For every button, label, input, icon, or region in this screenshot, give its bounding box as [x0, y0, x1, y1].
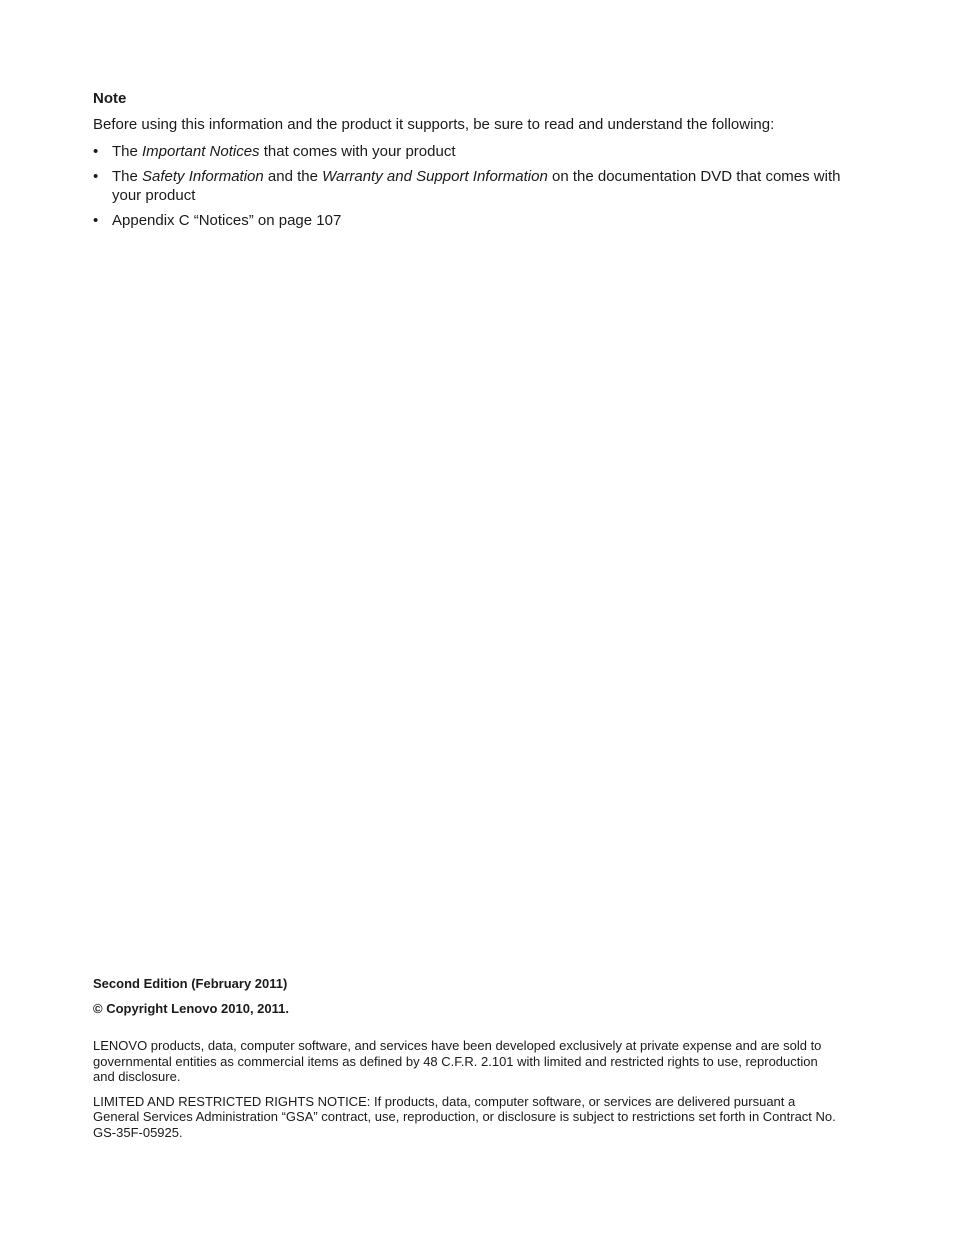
bullet-icon: • [93, 168, 99, 185]
bullet-text: on the documentation DVD that comes with your product [112, 168, 841, 204]
legal-paragraph-restricted-rights: LIMITED AND RESTRICTED RIGHTS NOTICE: If products, data, computer software, or services are delivered pursuant a General Services Administration “GSA” contract, use, reproduction, or disclosure is subject to restrictions set forth in Contract No. GS-35F-05925. [93, 1093, 836, 1140]
edition-label: Second Edition (February 2011) [93, 976, 288, 991]
note-bullet-list [93, 142, 853, 230]
safety-information-title: Safety Information [142, 168, 264, 185]
bullet-text: The [112, 168, 143, 185]
legal-paragraph-lenovo: LENOVO products, data, computer software, and services have been developed exclusively at private expense and are sold to governmental entities as commercial items as defined by 48 C.F.R. 2.101 with limited and restricted rights to use, reproduction and disclosure. [93, 1038, 822, 1084]
bullet-text: that comes with your product [259, 143, 456, 160]
copyright-notice: © Copyright Lenovo 2010, 2011. [93, 1001, 289, 1016]
bullet-text: and the [263, 168, 323, 185]
bullet-icon: • [93, 143, 99, 160]
note-section [93, 89, 853, 236]
list-item [93, 211, 853, 230]
bullet-icon: • [93, 212, 99, 229]
edition-section [93, 975, 853, 1149]
important-notices-title: Important Notices [142, 143, 260, 160]
note-intro: Before using this information and the product it supports, be sure to read and understand the following: [93, 116, 775, 133]
note-heading: Note [93, 90, 127, 107]
list-item [93, 167, 853, 205]
warranty-support-title: Warranty and Support Information [322, 168, 548, 185]
document-page [93, 0, 853, 1235]
bullet-text: The [112, 143, 143, 160]
appendix-reference: Appendix C “Notices” on page 107 [112, 212, 342, 229]
list-item [93, 142, 853, 161]
